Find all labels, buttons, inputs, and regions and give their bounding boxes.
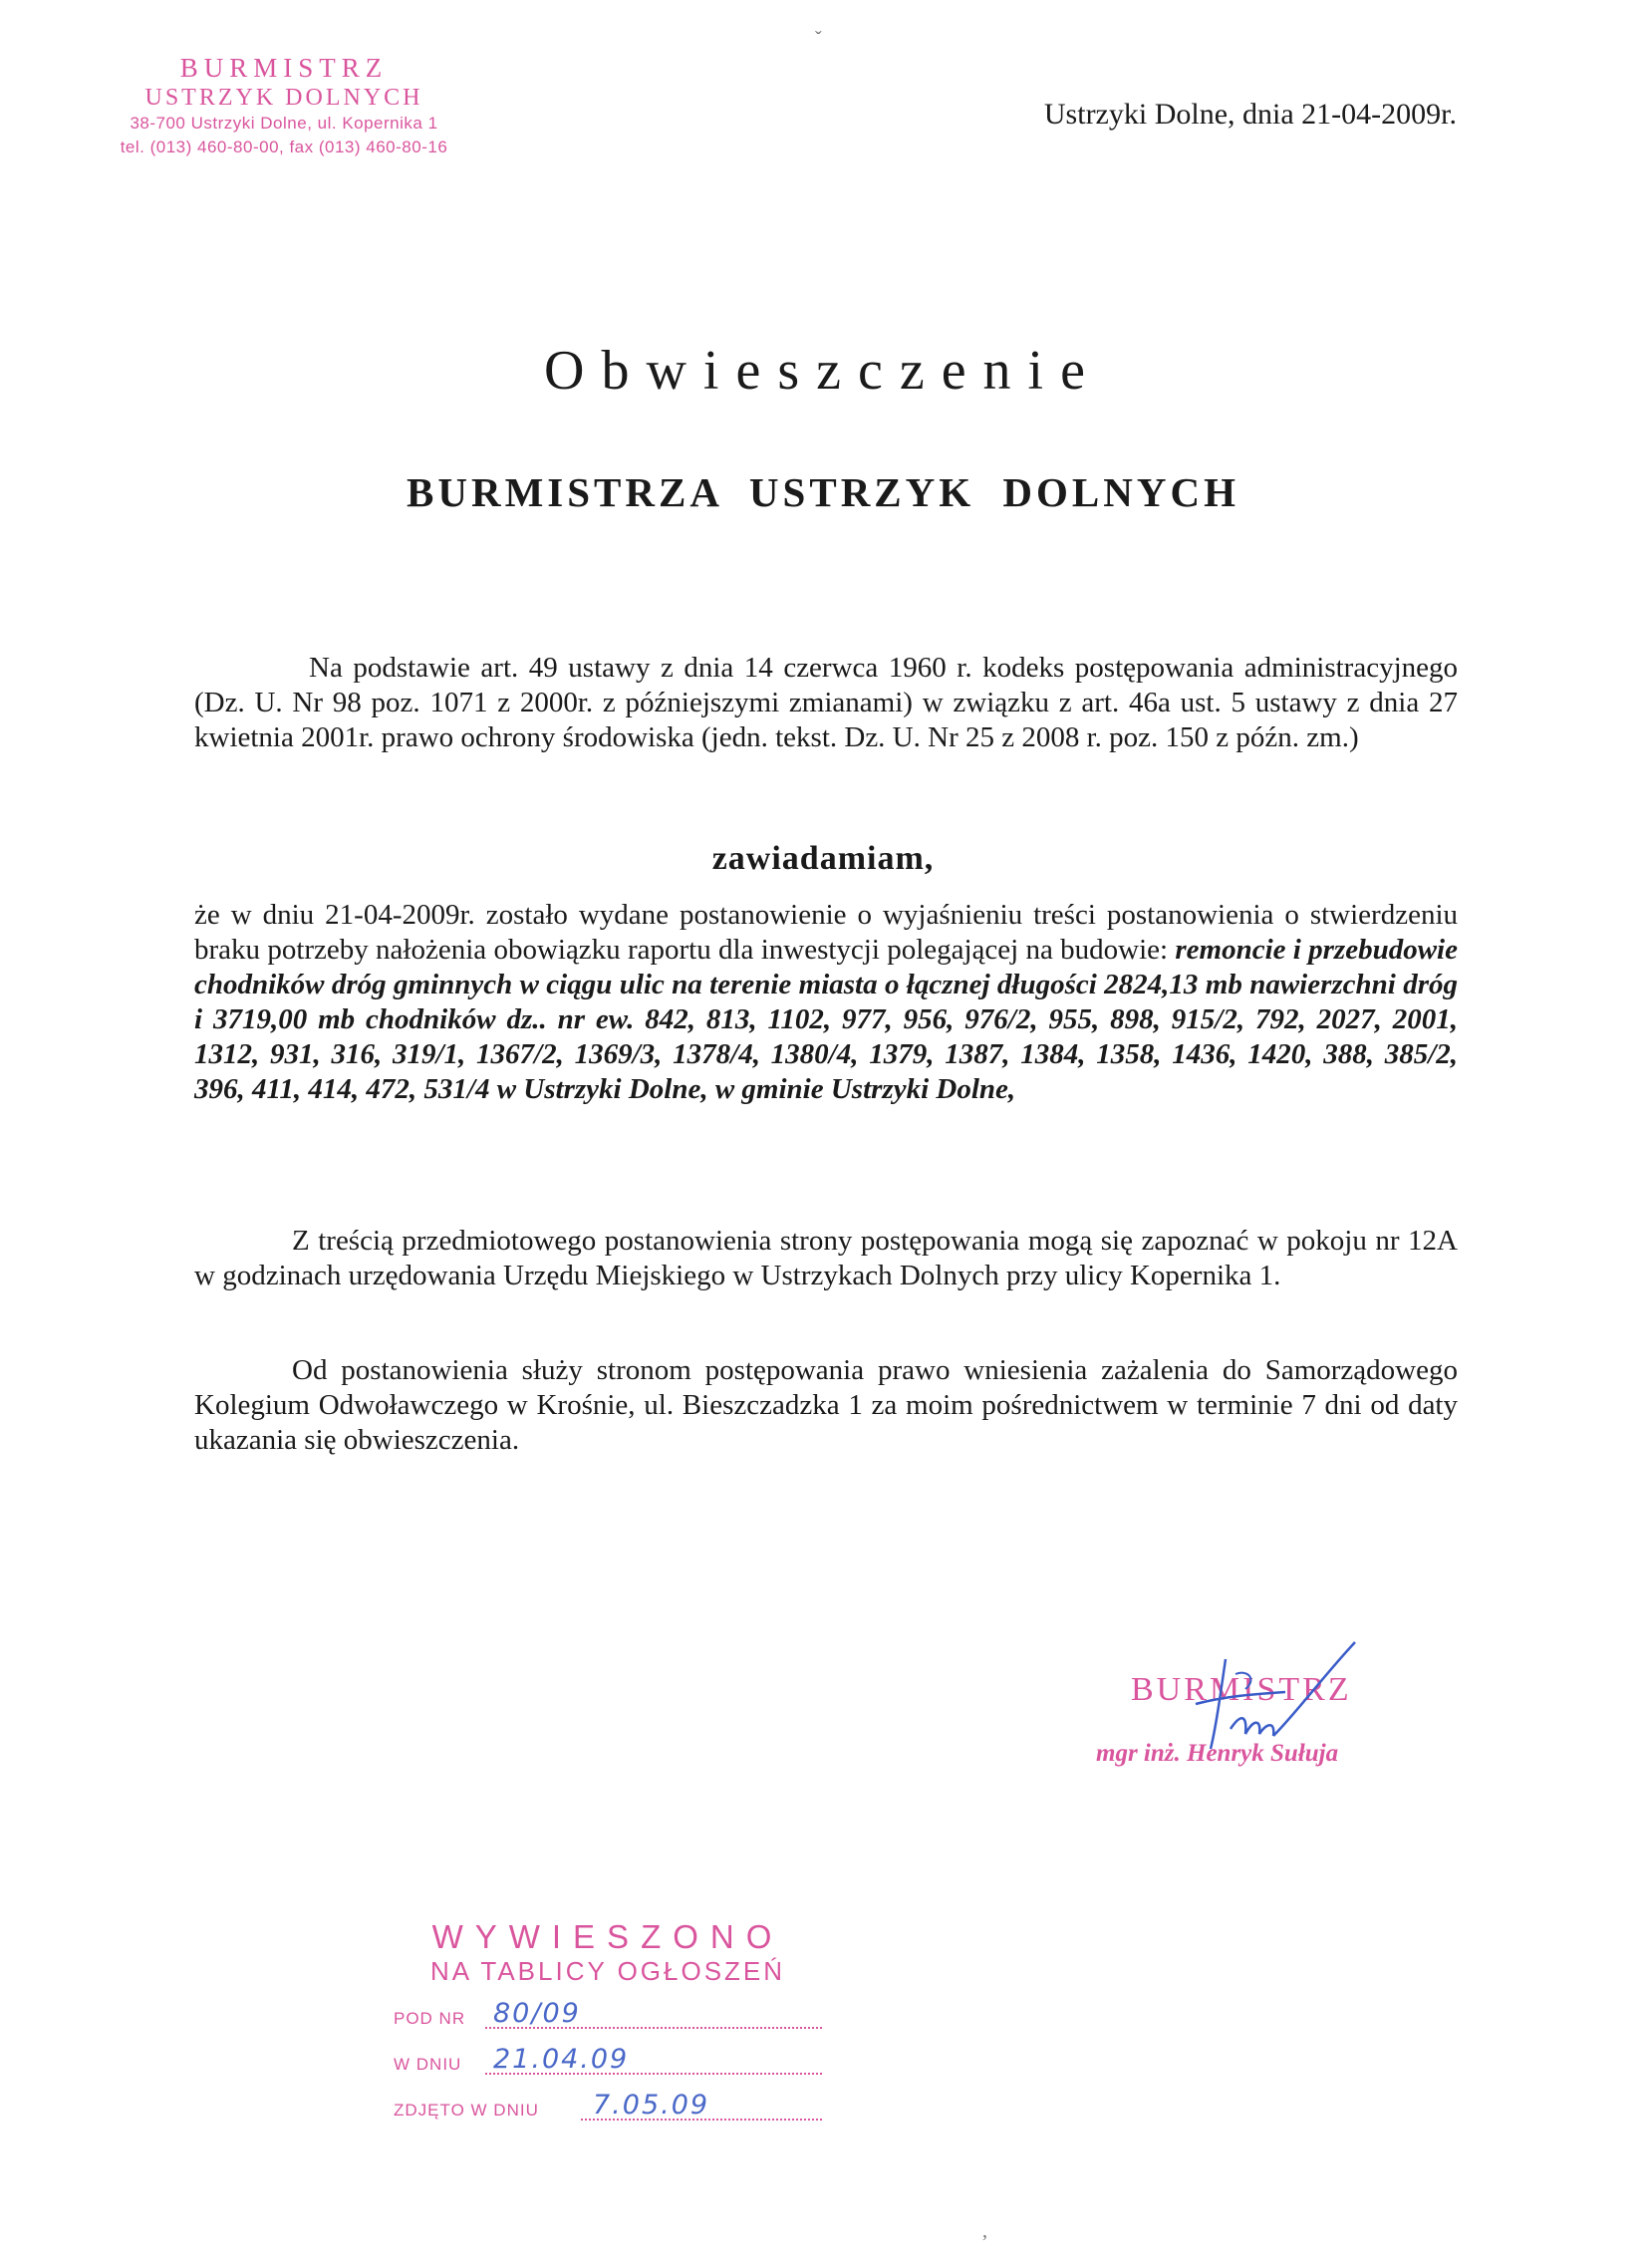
access-paragraph: Z treścią przedmiotowego postanowienia strony postępowania mogą się zapoznać w pokoju nr 12A w godzinach urzędowania Urzędu Miejskiego w Ustrzykach Dolnych przy ulicy Kopernika 1. xyxy=(194,1225,1458,1291)
place-date: Ustrzyki Dolne, dnia 21-04-2009r. xyxy=(1043,98,1457,131)
investment-description: remoncie i przebudowie chodników dróg gminnych w ciągu ulic na terenie miasta o łącznej długości 2824,13 mb nawierzchni dróg i 3719,00 mb chodników dz.. nr ew. 842, 813, 1102, 977, 956, 976/2, 955, 898, 915/2, 792, 2027, 2001, 1312, 931, 316, 319/1, 1367/2, 1369/3, 1378/4, 1380/4, 1379, 1387, 1384, 1358, 1436, 1420, 388, 385/2, 396, 411, 414, 472, 531/4 w Ustrzyki Dolne, w gminie Ustrzyki Dolne, xyxy=(194,934,1458,1105)
posting-row-value: 7.05.09 xyxy=(593,2090,710,2121)
posting-row-date xyxy=(394,2042,822,2079)
signature-stamp-name: mgr inż. Henryk Sułuja xyxy=(1096,1740,1339,1767)
scan-mark: ‚ xyxy=(981,2220,988,2242)
posting-row-label: W DNIU xyxy=(394,2055,462,2074)
posting-stamp xyxy=(394,1919,822,2125)
posting-row-number xyxy=(394,1996,822,2033)
signature-stamp-title: BURMISTRZ xyxy=(1131,1671,1352,1708)
posting-stamp-title: WYWIESZONO xyxy=(431,1918,784,1955)
posting-row-removed xyxy=(394,2088,822,2125)
posting-row-value: 21.04.09 xyxy=(493,2044,630,2075)
posting-stamp-subtitle: NA TABLICY OGŁOSZEŃ xyxy=(429,1956,786,1986)
decision-intro: że w dniu 21-04-2009r. zostało wydane postanowienie o wyjaśnieniu treści postanowienia o stwierdzeniu braku potrzeby nałożenia obowiązku raportu dla inwestycji polegającej na budowie: xyxy=(194,899,1458,966)
handwritten-signature xyxy=(1176,1634,1365,1764)
stamp-office: USTRZYK DOLNYCH xyxy=(144,85,423,111)
stamp-address: 38-700 Ustrzyki Dolne, ul. Kopernika 1 xyxy=(130,114,438,133)
posting-row-value: 80/09 xyxy=(493,1998,581,2029)
document-subtitle: BURMISTRZA USTRZYK DOLNYCH xyxy=(407,469,1239,515)
appeal-paragraph: Od postanowienia służy stronom postępowania prawo wniesienia zażalenia do Samorządowego Kolegium Odwoławczego w Krośnie, ul. Bieszczadzka 1 za moim pośrednictwem w terminie 7 dni od daty ukazania się obwieszczenia. xyxy=(194,1354,1458,1456)
legal-basis-paragraph: Na podstawie art. 49 ustawy z dnia 14 czerwca 1960 r. kodeks postępowania administracyjnego (Dz. U. Nr 98 poz. 1071 z 2000r. z późniejszymi zmianami) w związku z art. 46a ust. 5 ustawy z dnia 27 kwietnia 2001r. prawo ochrony środowiska (jedn. tekst. Dz. U. Nr 25 z 2008 r. poz. 150 z późn. zm.) xyxy=(194,652,1458,753)
scan-mark: ˇ xyxy=(815,28,822,50)
stamp-phone: tel. (013) 460-80-00, fax (013) 460-80-16 xyxy=(120,138,448,156)
announcement-heading: zawiadamiam, xyxy=(711,840,935,877)
posting-row-label: POD NR xyxy=(394,2009,466,2028)
posting-row-label: ZDJĘTO W DNIU xyxy=(394,2101,539,2120)
header-stamp xyxy=(95,52,473,159)
stamp-title: BURMISTRZ xyxy=(179,53,389,83)
document-title: Obwieszczenie xyxy=(544,340,1102,402)
decision-paragraph xyxy=(194,898,1458,1107)
